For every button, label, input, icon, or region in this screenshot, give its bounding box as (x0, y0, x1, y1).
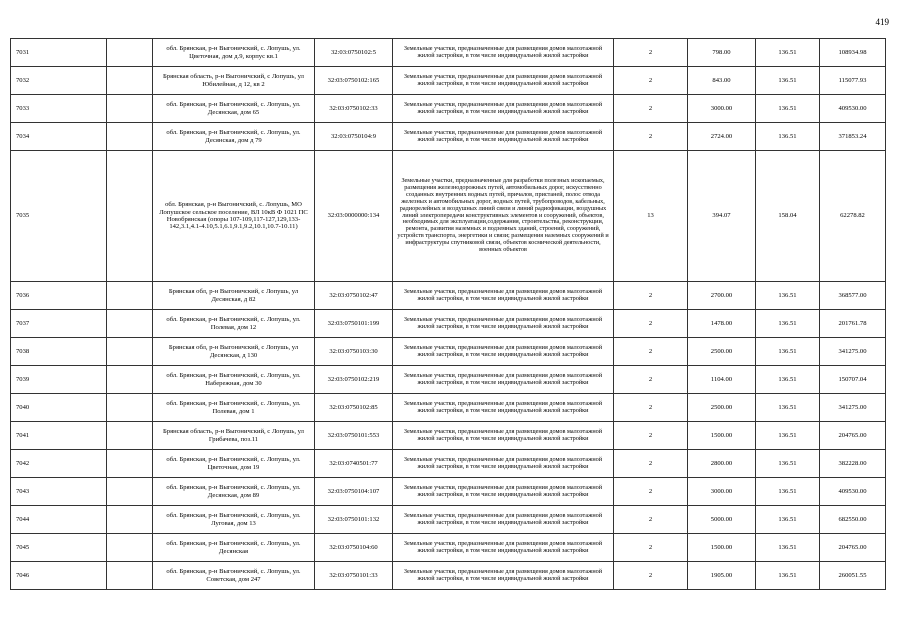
cadastral-value-cell: 260051.55 (820, 562, 886, 590)
specific-value-cell: 136.51 (756, 478, 820, 506)
land-use-cell: Земельные участки, предназначенные для размещения домов малоэтажной жилой застройки, в том числе индивидуальной жилой застройки (393, 310, 614, 338)
cadastral-number-cell: 32:03:0750104:60 (315, 534, 393, 562)
table-row (11, 338, 886, 366)
specific-value-cell: 136.51 (756, 39, 820, 67)
row-number-cell: 7041 (11, 422, 107, 450)
land-use-cell: Земельные участки, предназначенные для размещения домов малоэтажной жилой застройки, в том числе индивидуальной жилой застройки (393, 562, 614, 590)
cadastral-number-cell: 32:03:0750102:85 (315, 394, 393, 422)
cadastral-number-cell: 32:03:0750104:9 (315, 123, 393, 151)
area-cell: 1478.00 (688, 310, 756, 338)
land-use-cell: Земельные участки, предназначенные для размещения домов малоэтажной жилой застройки, в том числе индивидуальной жилой застройки (393, 95, 614, 123)
area-cell: 843.00 (688, 67, 756, 95)
table-row (11, 562, 886, 590)
land-use-cell: Земельные участки, предназначенные для размещения домов малоэтажной жилой застройки, в том числе индивидуальной жилой застройки (393, 67, 614, 95)
row-number-cell: 7036 (11, 282, 107, 310)
table-row (11, 422, 886, 450)
cadastral-value-cell: 368577.00 (820, 282, 886, 310)
table-row (11, 151, 886, 282)
group-cell: 2 (614, 534, 688, 562)
address-cell: обл. Брянская, р-н Выгоничский, с. Лопушь, ул. Полевая, дом 1 (153, 394, 315, 422)
specific-value-cell: 136.51 (756, 450, 820, 478)
cadastral-value-cell: 409530.00 (820, 478, 886, 506)
empty-cell (107, 366, 153, 394)
cadastral-number-cell: 32:03:0000000:134 (315, 151, 393, 282)
group-cell: 2 (614, 310, 688, 338)
group-cell: 2 (614, 562, 688, 590)
group-cell: 2 (614, 366, 688, 394)
cadastral-value-table (10, 38, 886, 590)
area-cell: 798.00 (688, 39, 756, 67)
address-cell: обл. Брянская, р-н Выгоничский, с. Лопушь, ул. Десянская (153, 534, 315, 562)
cadastral-value-cell: 371853.24 (820, 123, 886, 151)
empty-cell (107, 282, 153, 310)
group-cell: 2 (614, 95, 688, 123)
empty-cell (107, 151, 153, 282)
address-cell: обл. Брянская, р-н Выгоничский, с. Лопушь, ул. Полевая, дом 12 (153, 310, 315, 338)
row-number-cell: 7031 (11, 39, 107, 67)
table-row (11, 67, 886, 95)
land-use-cell: Земельные участки, предназначенные для размещения домов малоэтажной жилой застройки, в том числе индивидуальной жилой застройки (393, 534, 614, 562)
group-cell: 2 (614, 506, 688, 534)
cadastral-number-cell: 32:03:0750102:33 (315, 95, 393, 123)
address-cell: Брянская область, р-н Выгоничский, с Лопушь, ул Юбилейная, д 12, кв 2 (153, 67, 315, 95)
table-body (11, 39, 886, 590)
area-cell: 5000.00 (688, 506, 756, 534)
table-row (11, 310, 886, 338)
group-cell: 2 (614, 123, 688, 151)
cadastral-value-cell: 150707.04 (820, 366, 886, 394)
land-use-cell: Земельные участки, предназначенные для размещения домов малоэтажной жилой застройки, в том числе индивидуальной жилой застройки (393, 282, 614, 310)
row-number-cell: 7033 (11, 95, 107, 123)
specific-value-cell: 136.51 (756, 394, 820, 422)
empty-cell (107, 478, 153, 506)
row-number-cell: 7040 (11, 394, 107, 422)
address-cell: Брянская обл, р-н Выгоничский, с Лопушь, ул Десянская, д 130 (153, 338, 315, 366)
land-use-cell: Земельные участки, предназначенные для разработки полезных ископаемых, размещения железнодорожных путей, автомобильных дорог, искусственно созданных внутренних водных путей, причалов, пристаней, полос отвода железных и автомобильных дорог, водных путей, трубопроводов, кабельных, радиорелейных и воздушных линий связи и линий радиофикации, воздушных линий электропередачи конструктивных элементов и сооружений, объектов, необходимых для эксплуатации,содержания, строительства, реконструкции, ремонта, развития наземных и подземных зданий, строений, сооружений, устройств транспорта, энергетики и связи; размещения наземных сооружений и инфраструктуры спутниковой связи, объектов космической деятельности, военных объектов (393, 151, 614, 282)
cadastral-value-cell: 115077.93 (820, 67, 886, 95)
empty-cell (107, 394, 153, 422)
empty-cell (107, 123, 153, 151)
address-cell: Брянская обл, р-н Выгоничский, с Лопушь, ул Десянская, д 82 (153, 282, 315, 310)
group-cell: 2 (614, 450, 688, 478)
area-cell: 2724.00 (688, 123, 756, 151)
land-use-cell: Земельные участки, предназначенные для размещения домов малоэтажной жилой застройки, в том числе индивидуальной жилой застройки (393, 478, 614, 506)
address-cell: обл. Брянская, р-н Выгоничский, с. Лопушь, ул. Десянская, дом д 79 (153, 123, 315, 151)
table-row (11, 534, 886, 562)
cadastral-number-cell: 32:03:0750103:30 (315, 338, 393, 366)
cadastral-number-cell: 32:03:0750102:5 (315, 39, 393, 67)
group-cell: 2 (614, 67, 688, 95)
specific-value-cell: 136.51 (756, 506, 820, 534)
land-use-cell: Земельные участки, предназначенные для размещения домов малоэтажной жилой застройки, в том числе индивидуальной жилой застройки (393, 338, 614, 366)
land-use-cell: Земельные участки, предназначенные для размещения домов малоэтажной жилой застройки, в том числе индивидуальной жилой застройки (393, 422, 614, 450)
cadastral-value-cell: 204765.00 (820, 534, 886, 562)
address-cell: обл. Брянская, р-н Выгоничский, с. Лопушь, ул. Цветочная, дом д.9, корпус кв.1 (153, 39, 315, 67)
row-number-cell: 7044 (11, 506, 107, 534)
empty-cell (107, 562, 153, 590)
group-cell: 2 (614, 282, 688, 310)
cadastral-value-cell: 341275.00 (820, 394, 886, 422)
address-cell: Брянская область, р-н Выгоничский, с Лопушь, ул Грибачева, поз.11 (153, 422, 315, 450)
address-cell: обл. Брянская, р-н Выгоничский, с. Лопушь, МО Лопушское сельское поселение, ВЛ 10кВ Ф 1021 ПС Новобрянская (опоры 107-109,117-127,129,133-142,3.1,4.1-4.10,5.1,6.1,9.1,9.2,10.1,10.7-10.11) (153, 151, 315, 282)
group-cell: 2 (614, 338, 688, 366)
table-row (11, 39, 886, 67)
specific-value-cell: 136.51 (756, 338, 820, 366)
group-cell: 13 (614, 151, 688, 282)
row-number-cell: 7045 (11, 534, 107, 562)
land-use-cell: Земельные участки, предназначенные для размещения домов малоэтажной жилой застройки, в том числе индивидуальной жилой застройки (393, 366, 614, 394)
area-cell: 1905.00 (688, 562, 756, 590)
address-cell: обл. Брянская, р-н Выгоничский, с. Лопушь, ул. Десянская, дом 89 (153, 478, 315, 506)
row-number-cell: 7032 (11, 67, 107, 95)
group-cell: 2 (614, 422, 688, 450)
area-cell: 2800.00 (688, 450, 756, 478)
table-row (11, 95, 886, 123)
area-cell: 3000.00 (688, 95, 756, 123)
specific-value-cell: 136.51 (756, 366, 820, 394)
area-cell: 2700.00 (688, 282, 756, 310)
cadastral-value-cell: 204765.00 (820, 422, 886, 450)
cadastral-value-cell: 62278.82 (820, 151, 886, 282)
group-cell: 2 (614, 39, 688, 67)
row-number-cell: 7037 (11, 310, 107, 338)
cadastral-number-cell: 32:03:0750102:47 (315, 282, 393, 310)
row-number-cell: 7035 (11, 151, 107, 282)
cadastral-number-cell: 32:03:0740501:77 (315, 450, 393, 478)
address-cell: обл. Брянская, р-н Выгоничский, с. Лопушь, ул. Луговая, дом 13 (153, 506, 315, 534)
address-cell: обл. Брянская, р-н Выгоничский, с. Лопушь, ул. Цветочная, дом 19 (153, 450, 315, 478)
cadastral-value-cell: 682550.00 (820, 506, 886, 534)
table-row (11, 478, 886, 506)
specific-value-cell: 136.51 (756, 282, 820, 310)
row-number-cell: 7046 (11, 562, 107, 590)
land-use-cell: Земельные участки, предназначенные для размещения домов малоэтажной жилой застройки, в том числе индивидуальной жилой застройки (393, 39, 614, 67)
cadastral-value-cell: 382228.00 (820, 450, 886, 478)
land-use-cell: Земельные участки, предназначенные для размещения домов малоэтажной жилой застройки, в том числе индивидуальной жилой застройки (393, 506, 614, 534)
specific-value-cell: 136.51 (756, 562, 820, 590)
row-number-cell: 7039 (11, 366, 107, 394)
table-row (11, 123, 886, 151)
area-cell: 3000.00 (688, 478, 756, 506)
address-cell: обл. Брянская, р-н Выгоничский, с. Лопушь, ул. Десянская, дом 65 (153, 95, 315, 123)
area-cell: 2500.00 (688, 394, 756, 422)
specific-value-cell: 136.51 (756, 95, 820, 123)
cadastral-number-cell: 32:03:0750101:33 (315, 562, 393, 590)
area-cell: 394.07 (688, 151, 756, 282)
cadastral-number-cell: 32:03:0750102:165 (315, 67, 393, 95)
group-cell: 2 (614, 478, 688, 506)
cadastral-number-cell: 32:03:0750101:132 (315, 506, 393, 534)
address-cell: обл. Брянская, р-н Выгоничский, с. Лопушь, ул. Набережная, дом 30 (153, 366, 315, 394)
land-use-cell: Земельные участки, предназначенные для размещения домов малоэтажной жилой застройки, в том числе индивидуальной жилой застройки (393, 394, 614, 422)
cadastral-value-cell: 409530.00 (820, 95, 886, 123)
row-number-cell: 7042 (11, 450, 107, 478)
specific-value-cell: 136.51 (756, 534, 820, 562)
area-cell: 1500.00 (688, 534, 756, 562)
row-number-cell: 7038 (11, 338, 107, 366)
area-cell: 1500.00 (688, 422, 756, 450)
specific-value-cell: 136.51 (756, 123, 820, 151)
empty-cell (107, 422, 153, 450)
table-row (11, 366, 886, 394)
specific-value-cell: 136.51 (756, 67, 820, 95)
table-row (11, 506, 886, 534)
row-number-cell: 7043 (11, 478, 107, 506)
table-row (11, 282, 886, 310)
area-cell: 2500.00 (688, 338, 756, 366)
empty-cell (107, 67, 153, 95)
address-cell: обл. Брянская, р-н Выгоничский, с. Лопушь, ул. Советская, дом 247 (153, 562, 315, 590)
empty-cell (107, 95, 153, 123)
land-use-cell: Земельные участки, предназначенные для размещения домов малоэтажной жилой застройки, в том числе индивидуальной жилой застройки (393, 450, 614, 478)
cadastral-value-cell: 341275.00 (820, 338, 886, 366)
specific-value-cell: 136.51 (756, 310, 820, 338)
specific-value-cell: 158.04 (756, 151, 820, 282)
table-row (11, 450, 886, 478)
empty-cell (107, 450, 153, 478)
specific-value-cell: 136.51 (756, 422, 820, 450)
table-row (11, 394, 886, 422)
cadastral-number-cell: 32:03:0750102:219 (315, 366, 393, 394)
row-number-cell: 7034 (11, 123, 107, 151)
empty-cell (107, 506, 153, 534)
cadastral-value-cell: 108934.98 (820, 39, 886, 67)
cadastral-number-cell: 32:03:0750104:107 (315, 478, 393, 506)
cadastral-number-cell: 32:03:0750101:199 (315, 310, 393, 338)
group-cell: 2 (614, 394, 688, 422)
area-cell: 1104.00 (688, 366, 756, 394)
empty-cell (107, 310, 153, 338)
empty-cell (107, 39, 153, 67)
cadastral-number-cell: 32:03:0750101:553 (315, 422, 393, 450)
empty-cell (107, 338, 153, 366)
page-number: 419 (875, 17, 889, 27)
empty-cell (107, 534, 153, 562)
cadastral-value-cell: 201761.78 (820, 310, 886, 338)
land-use-cell: Земельные участки, предназначенные для размещения домов малоэтажной жилой застройки, в том числе индивидуальной жилой застройки (393, 123, 614, 151)
